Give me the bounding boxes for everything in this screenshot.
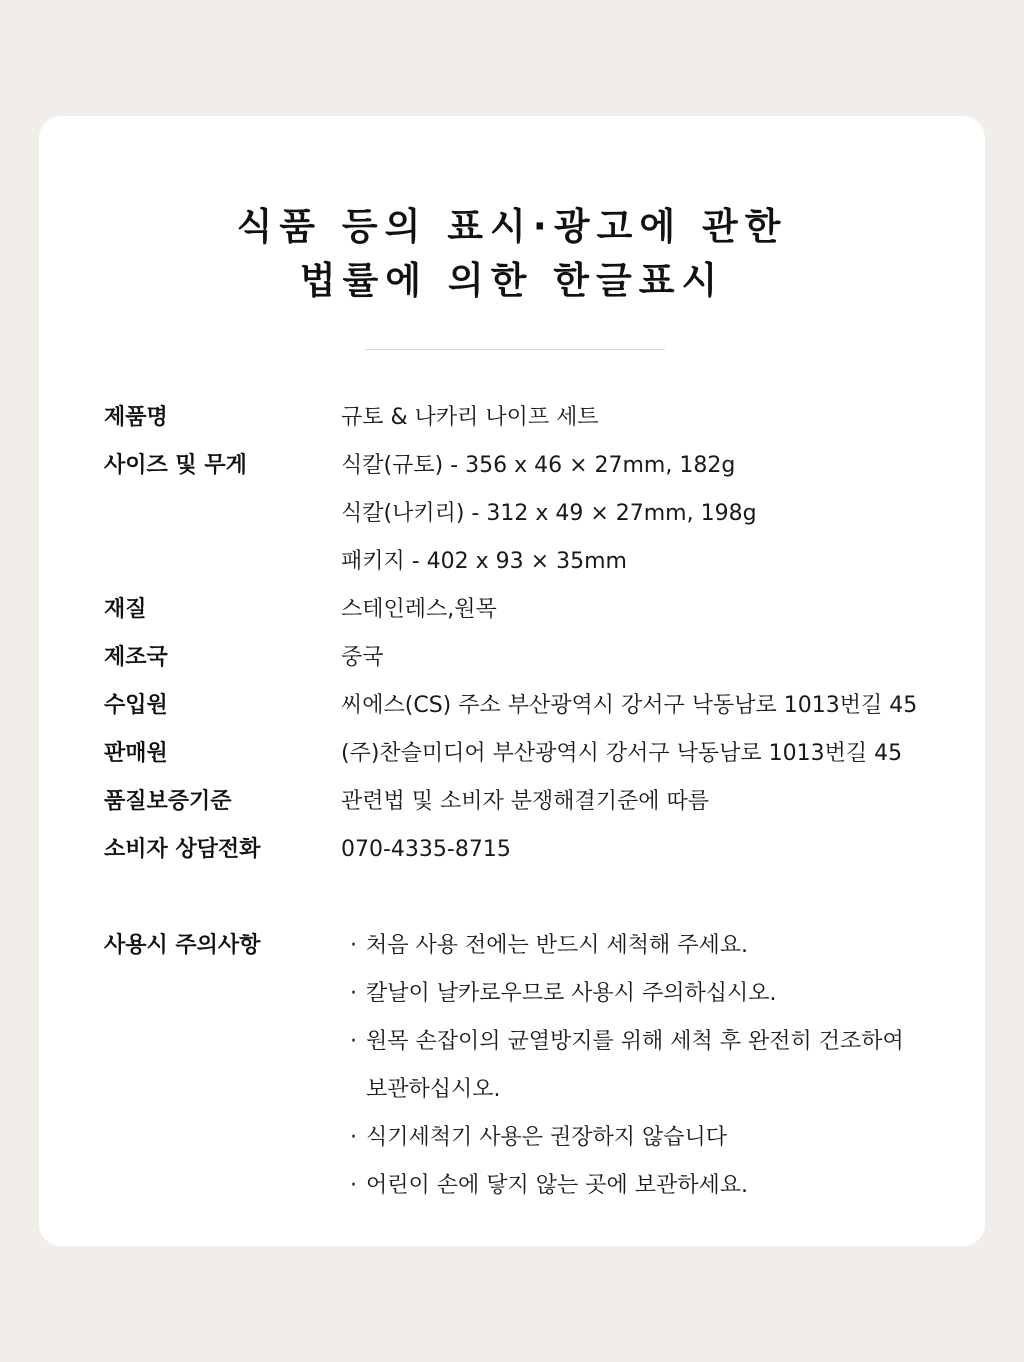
row-quality [104,778,964,826]
list-item [341,970,906,1018]
value-line: 패키지 - 402 x 93 × 35mm [341,549,627,574]
caution-text: 원목 손잡이의 균열방지를 위해 세척 후 완전히 건조하여 보관하십시오. [366,1029,904,1102]
caution-text: 어린이 손에 닿지 않는 곳에 보관하세요. [366,1173,748,1198]
bullet: · [350,933,357,958]
row-label: 판매원 [104,741,168,766]
list-item [341,1162,906,1210]
row-importer [104,682,964,730]
bullet: · [350,1029,357,1054]
caution-list [341,922,906,1210]
row-value [341,778,709,826]
value-line: 식칼(규토) - 356 x 46 × 27mm, 182g [341,453,736,478]
caution-text: 식기세척기 사용은 권장하지 않습니다 [366,1125,728,1150]
caution-text: 처음 사용 전에는 반드시 세척해 주세요. [366,933,748,958]
row-label: 사용시 주의사항 [104,933,261,958]
divider [365,349,665,350]
bullet: · [350,1125,357,1150]
page-title [0,200,1024,308]
row-value [341,586,497,634]
list-item [341,922,906,970]
row-label: 사이즈 및 무게 [104,453,247,478]
row-product-name [104,394,964,442]
row-material [104,586,964,634]
product-info-table [104,394,964,1210]
row-value [341,826,511,874]
value-line: 규토 & 나카리 나이프 세트 [341,405,599,430]
title-line-2: 법률에 의한 한글표시 [299,259,725,302]
row-size-weight [104,442,964,586]
value-line: 씨에스(CS) 주소 부산광역시 강서구 낙동남로 1013번길 45 [341,693,918,718]
value-line: 070-4335-8715 [341,837,511,862]
row-label: 품질보증기준 [104,789,232,814]
row-value [341,634,384,682]
row-label: 소비자 상담전화 [104,837,261,862]
row-label: 제품명 [104,405,168,430]
value-line: 스테인레스,원목 [341,597,497,622]
row-phone [104,826,964,874]
list-item [341,1114,906,1162]
title-line-1: 식품 등의 표시·광고에 관한 [236,205,788,248]
list-item [341,1018,906,1114]
row-caution [104,922,964,1210]
row-label: 재질 [104,597,147,622]
value-line: 식칼(나키리) - 312 x 49 × 27mm, 198g [341,501,757,526]
bullet: · [350,1173,357,1198]
row-value [341,682,917,730]
bullet: · [350,981,357,1006]
value-line: (주)찬슬미디어 부산광역시 강서구 낙동남로 1013번길 45 [341,741,903,766]
row-label: 제조국 [104,645,168,670]
spacer [104,874,964,922]
caution-text: 칼날이 날카로우므로 사용시 주의하십시오. [366,981,777,1006]
row-country [104,634,964,682]
row-value [341,394,599,442]
value-line: 중국 [341,645,384,670]
value-line: 관련법 및 소비자 분쟁해결기준에 따름 [341,789,710,814]
row-value [341,442,757,586]
row-seller [104,730,964,778]
row-value [341,730,902,778]
row-label: 수입원 [104,693,168,718]
